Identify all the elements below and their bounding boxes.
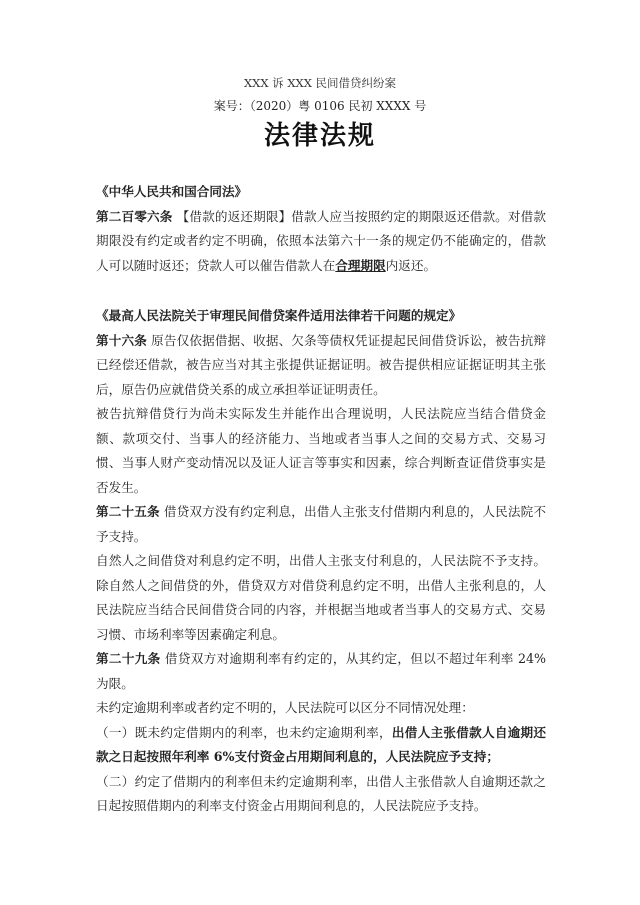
article-text: 借贷双方对逾期利率有约定的，从其约定，但以不超过年利率 24%为限。 [96, 651, 546, 691]
item-text: （一）既未约定借期内的利率，也未约定逾期利率， [96, 724, 392, 740]
supreme-court-provisions-section [96, 304, 546, 819]
list-item [96, 721, 546, 770]
article-29 [96, 647, 546, 696]
page-title: 法律法规 [263, 121, 376, 151]
contract-law-section [96, 180, 546, 278]
article-text: 【借款的返还期限】借款人应当按照约定的期限返还借款。对借款期限没有约定或者约定不明确，依照本法第六十一条的规定仍不能确定的，借款人可以随时返还；贷款人可以催告借款人在 [96, 208, 547, 273]
paragraph: 被告抗辩借贷行为尚未实际发生并能作出合理说明，人民法院应当结合借贷金额、款项交付、当事人的经济能力、当地或者当事人之间的交易方式、交易习惯、当事人财产变动情况以及证人证言等事实和因素，综合判断查证借贷事实是否发生。 [96, 406, 546, 495]
article-16 [96, 329, 546, 403]
article-number: 第二十九条 [96, 651, 161, 666]
article-206 [96, 205, 546, 279]
law-title: 《中华人民共和国合同法》 [96, 184, 248, 199]
article-number: 第二十五条 [96, 504, 160, 519]
paragraph: 未约定逾期利率或者约定不明的，人民法院可以区分不同情况处理： [96, 700, 474, 715]
article-text: 原告仅依据借据、收据、欠条等债权凭证提起民间借贷诉讼，被告抗辩已经偿还借款，被告应当对其主张提供证据证明。被告提供相应证据证明其主张后，原告仍应就借贷关系的成立承担举证证明责任。 [96, 332, 547, 397]
article-number: 第十六条 [96, 332, 147, 348]
list-item: （二）约定了借期内的利率但未约定逾期利率，出借人主张借款人自逾期还款之日起按照借期内的利率支付资金占用期间利息的，人民法院应予支持。 [96, 773, 546, 813]
case-title: XXX 诉 XXX 民间借贷纠纷案 [243, 76, 397, 90]
item-emphasis: 出借人主张借款人自逾期还款之日起按照年利率 6%支付资金占用期间利息的，人民法院应予支持； [96, 724, 547, 764]
paragraph: 自然人之间借贷对利息约定不明，出借人主张支付利息的，人民法院不予支持。除自然人之间借贷的外，借贷双方对借贷利息约定不明，出借人主张利息的，人民法院应当结合民间借贷合同的内容，并根据当地或者当事人的交易方式、交易习惯、市场利率等因素确定利息。 [96, 553, 546, 642]
article-number: 第二百零六条 [96, 208, 173, 224]
emphasis-text: 合理期限 [335, 257, 386, 273]
article-25 [96, 500, 546, 549]
article-text: 借贷双方没有约定利息，出借人主张支付借期内利息的，人民法院不予支持。 [96, 504, 546, 544]
case-number: 案号：（2020）粤 0106 民初 XXXX 号 [213, 99, 427, 113]
law-title: 《最高人民法院关于审理民间借贷案件适用法律若干问题的规定》 [96, 308, 462, 323]
article-text-end: 内返还。 [385, 257, 437, 273]
